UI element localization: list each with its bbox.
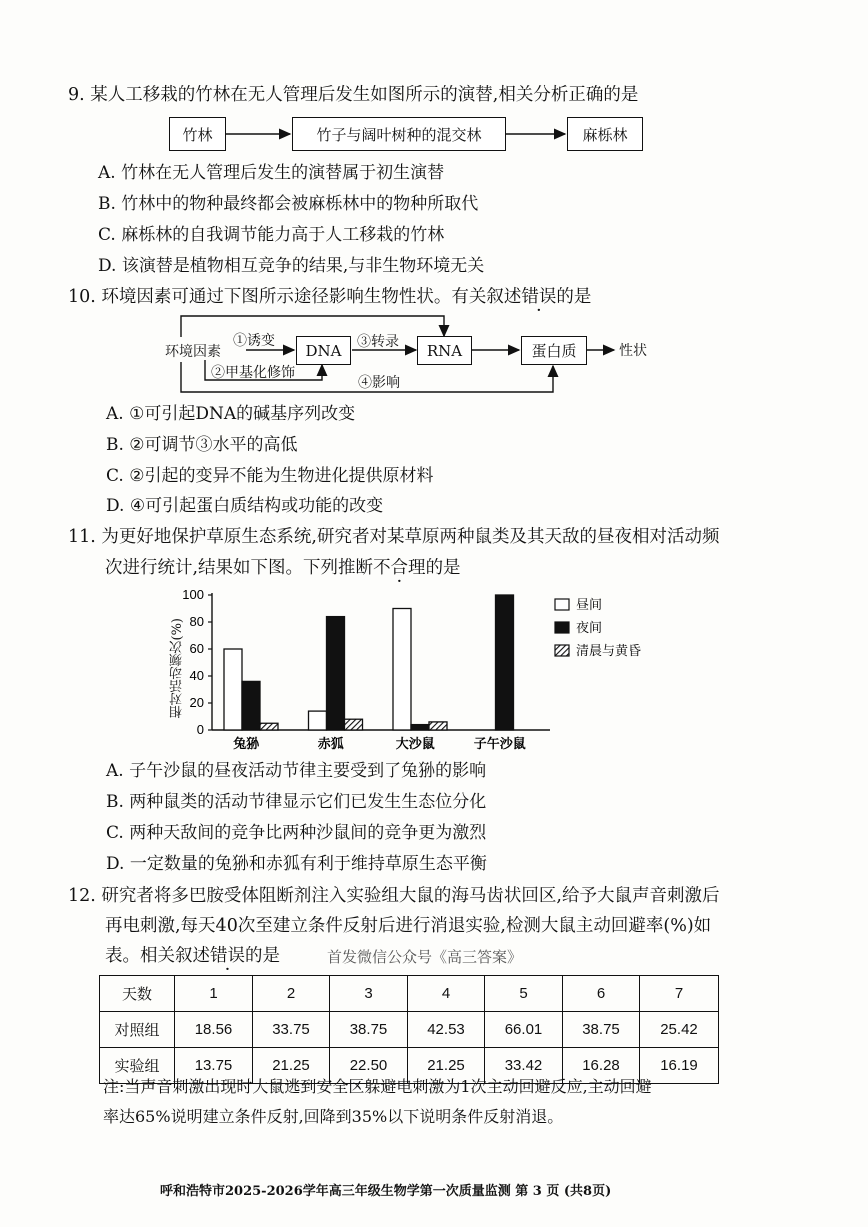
q11-option-b[interactable]: B. 两种鼠类的活动节律显示它们已发生生态位分化 [106, 792, 487, 812]
q9-option-d[interactable]: D. 该演替是植物相互竞争的结果,与非生物环境无关 [98, 256, 485, 276]
q9-option-b[interactable]: B. 竹林中的物种最终都会被麻栎林中的物种所取代 [98, 194, 479, 214]
activity-bar-chart [150, 585, 690, 760]
table-row-control [100, 1012, 719, 1048]
table-header-cell: 天数 [100, 976, 175, 1012]
chart-bar [224, 649, 242, 730]
q12-stem-line3: 表。相关叙述错误的是 [105, 941, 280, 971]
table-header-row [100, 976, 719, 1012]
chart-x-tick-label: 大沙鼠 [395, 737, 435, 752]
env-factor-label: 环境因素 [165, 344, 221, 360]
affect-label: ④影响 [358, 375, 400, 391]
table-cell: 21.25 [408, 1048, 485, 1084]
legend-swatch [555, 645, 569, 656]
chart-bar [242, 681, 260, 730]
q10-option-a[interactable]: A. ①可引起DNA的碱基序列改变 [106, 404, 356, 424]
table-cell: 33.75 [253, 1012, 330, 1048]
q9-option-c[interactable]: C. 麻栎林的自我调节能力高于人工移栽的竹林 [98, 225, 445, 245]
protein-box: 蛋白质 [521, 336, 587, 365]
chart-bar [327, 617, 345, 730]
table-cell: 对照组 [100, 1012, 175, 1048]
table-cell: 25.42 [640, 1012, 719, 1048]
chart-y-tick-label: 100 [182, 587, 204, 602]
chart-bar [309, 711, 327, 730]
chart-bar [260, 723, 278, 730]
q11-option-a[interactable]: A. 子午沙鼠的昼夜活动节律主要受到了兔狲的影响 [106, 761, 487, 781]
chart-bar [496, 595, 514, 730]
chart-y-tick-label: 40 [189, 668, 204, 683]
chart-x-tick-label: 兔狲 [233, 737, 260, 752]
q9-option-a[interactable]: A. 竹林在无人管理后发生的演替属于初生演替 [98, 163, 445, 183]
table-cell: 42.53 [408, 1012, 485, 1048]
chart-y-tick-label: 80 [189, 614, 204, 629]
table-cell: 16.19 [640, 1048, 719, 1084]
q10-option-b[interactable]: B. ②可调节③水平的高低 [106, 435, 298, 455]
flow-box-bamboo: 竹林 [169, 117, 226, 151]
q12-stem-line1: 12. 研究者将多巴胺受体阻断剂注入实验组大鼠的海马齿状回区,给予大鼠声音刺激后 [68, 886, 720, 906]
chart-bar [411, 725, 429, 730]
flow-box-mixed-forest: 竹子与阔叶树种的混交林 [292, 117, 506, 151]
legend-swatch [555, 599, 569, 610]
table-cell: 38.75 [330, 1012, 408, 1048]
table-header-cell: 6 [563, 976, 640, 1012]
methylation-label: ②甲基化修饰 [211, 365, 295, 381]
q10-stem: 10. 环境因素可通过下图所示途径影响生物性状。有关叙述错误的是 [68, 282, 591, 312]
q12-emphasis: 错误 [210, 946, 245, 966]
legend-label: 清晨与黄昏 [576, 644, 642, 659]
table-cell: 13.75 [175, 1048, 253, 1084]
legend-label: 昼间 [576, 598, 603, 613]
table-cell: 66.01 [485, 1012, 563, 1048]
q11-stem-line2: 次进行统计,结果如下图。下列推断不合理的是 [105, 553, 461, 583]
q12-note-line2: 率达65%说明建立条件反射,回降到35%以下说明条件反射消退。 [103, 1107, 564, 1126]
chart-y-tick-label: 60 [189, 641, 204, 656]
q11-option-d[interactable]: D. 一定数量的兔狲和赤狐有利于维持草原生态平衡 [106, 854, 487, 874]
chart-x-tick-label: 子午沙鼠 [473, 737, 526, 752]
table-header-cell: 3 [330, 976, 408, 1012]
table-cell: 16.28 [563, 1048, 640, 1084]
chart-bar [393, 609, 411, 731]
q12-stem-line2: 再电刺激,每天40次至建立条件反射后进行消退实验,检测大鼠主动回避率(%)如 [105, 916, 712, 936]
table-header-cell: 5 [485, 976, 563, 1012]
table-cell: 38.75 [563, 1012, 640, 1048]
q10-emphasis: 错误 [521, 287, 557, 307]
env-to-rna-arrow [181, 316, 444, 337]
mutation-label: ①诱变 [233, 333, 275, 349]
table-header-cell: 4 [408, 976, 485, 1012]
q9-stem: 9. 某人工移栽的竹林在无人管理后发生如图所示的演替,相关分析正确的是 [68, 85, 639, 105]
q10-option-c[interactable]: C. ②引起的变异不能为生物进化提供原材料 [106, 466, 434, 486]
page-footer: 呼和浩特市2025-2026学年高三年级生物学第一次质量监测 第 3 页 (共8页) [160, 1184, 612, 1199]
table-cell: 实验组 [100, 1048, 175, 1084]
chart-x-tick-label: 赤狐 [317, 737, 344, 752]
chart-ylabel: 相对活动频次(%) [170, 618, 185, 719]
table-header-cell: 7 [640, 976, 719, 1012]
avoidance-rate-table [99, 975, 719, 1084]
q11-emphasis: 不合理 [373, 558, 426, 578]
table-cell: 33.42 [485, 1048, 563, 1084]
rna-box: RNA [417, 336, 472, 365]
q12-note-line1: 注:当声音刺激出现时大鼠逃到安全区躲避电刺激为1次主动回避反应,主动回避 [103, 1077, 652, 1096]
chart-y-tick-label: 0 [196, 722, 204, 737]
transcription-label: ③转录 [357, 334, 399, 350]
q11-option-c[interactable]: C. 两种天敌间的竞争比两种沙鼠间的竞争更为激烈 [106, 823, 487, 843]
watermark-text: 首发微信公众号《高三答案》 [327, 948, 523, 966]
chart-bar [345, 719, 363, 730]
table-cell: 18.56 [175, 1012, 253, 1048]
q11-stem-line1: 11. 为更好地保护草原生态系统,研究者对某草原两种鼠类及其天敌的昼夜相对活动频 [68, 527, 720, 547]
trait-label: 性状 [619, 343, 647, 359]
table-header-cell: 1 [175, 976, 253, 1012]
table-cell: 22.50 [330, 1048, 408, 1084]
chart-bar [429, 722, 447, 730]
table-header-cell: 2 [253, 976, 330, 1012]
legend-label: 夜间 [576, 621, 603, 636]
legend-swatch [555, 622, 569, 633]
table-cell: 21.25 [253, 1048, 330, 1084]
flow-box-oak-forest: 麻栎林 [567, 117, 643, 151]
q10-option-d[interactable]: D. ④可引起蛋白质结构或功能的改变 [106, 496, 384, 516]
dna-box: DNA [296, 336, 351, 365]
chart-y-tick-label: 20 [189, 695, 204, 710]
